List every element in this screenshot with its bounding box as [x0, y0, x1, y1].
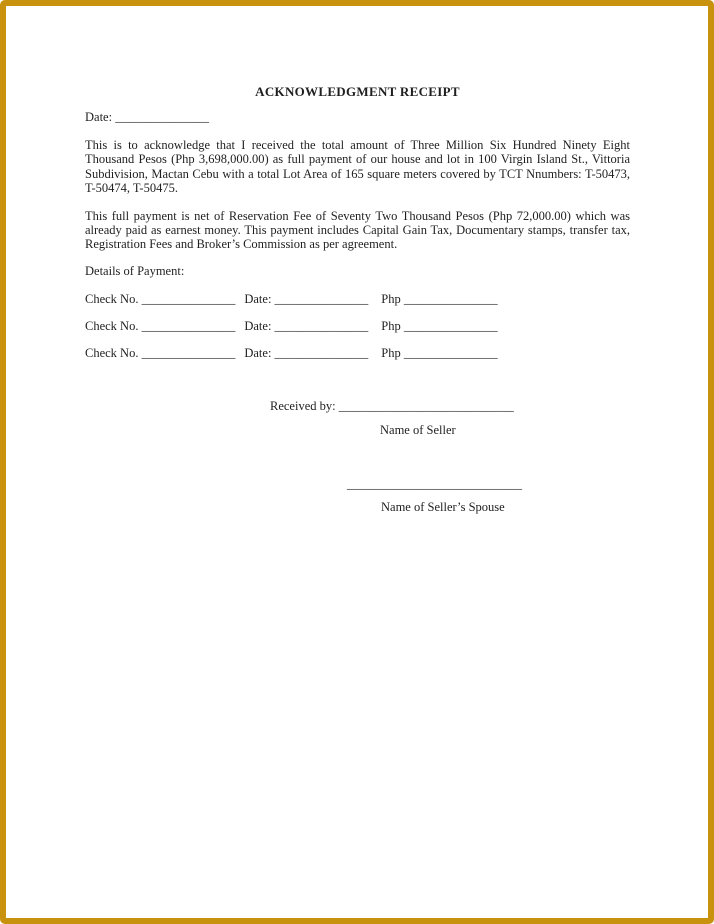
- payment-terms-paragraph: This full payment is net of Reservation Fee of Seventy Two Thousand Pesos (Php 72,000.00) which was already paid as earnest money. This payment includes Capital Gain Tax, Documentary stamps, transfer tax, Registration Fees and Broker’s Commission as per agreement.: [85, 208, 630, 252]
- date-label: Date:: [244, 345, 272, 360]
- date-label: Date:: [85, 110, 113, 124]
- check-no-blank-field: _______________: [141, 291, 236, 306]
- document-title: ACKNOWLEDGMENT RECEIPT: [255, 84, 460, 99]
- details-of-payment-heading: Details of Payment:: [85, 263, 185, 278]
- date-blank-field: _______________: [115, 110, 209, 124]
- date-blank-field: _______________: [274, 345, 369, 360]
- check-no-label: Check No.: [85, 345, 139, 360]
- spouse-signature-blank-field: ____________________________: [347, 476, 522, 491]
- date-label: Date:: [244, 318, 272, 333]
- name-of-seller-caption: Name of Seller: [380, 422, 456, 437]
- php-label: Php: [381, 318, 401, 333]
- check-no-blank-field: _______________: [141, 318, 236, 333]
- date-blank-field: _______________: [274, 291, 369, 306]
- received-by-line: [270, 398, 630, 414]
- date-line: [85, 110, 630, 125]
- check-no-label: Check No.: [85, 318, 139, 333]
- received-by-label: Received by:: [270, 398, 336, 413]
- name-of-seller-spouse-caption: Name of Seller’s Spouse: [381, 499, 505, 514]
- acknowledgment-paragraph: This is to acknowledge that I received the total amount of Three Million Six Hundred Ninety Eight Thousand Pesos (Php 3,698,000.00) as full payment of our house and lot in 100 Virgin Island St., Vittoria Subdivision, Mactan Cebu with a total Lot Area of 165 square meters covered by TCT Nnumbers: T-50473, T-50474, T-50475.: [85, 138, 630, 196]
- document-content: [6, 6, 708, 918]
- payment-row-1: [85, 292, 630, 307]
- payment-row-2: [85, 319, 630, 334]
- date-blank-field: _______________: [274, 318, 369, 333]
- amount-blank-field: _______________: [403, 345, 498, 360]
- check-no-blank-field: _______________: [141, 345, 236, 360]
- php-label: Php: [381, 291, 401, 306]
- amount-blank-field: _______________: [403, 291, 498, 306]
- seller-signature-blank-field: ____________________________: [338, 398, 514, 413]
- php-label: Php: [381, 345, 401, 360]
- check-no-label: Check No.: [85, 291, 139, 306]
- amount-blank-field: _______________: [403, 318, 498, 333]
- payment-row-3: [85, 346, 630, 361]
- date-label: Date:: [244, 291, 272, 306]
